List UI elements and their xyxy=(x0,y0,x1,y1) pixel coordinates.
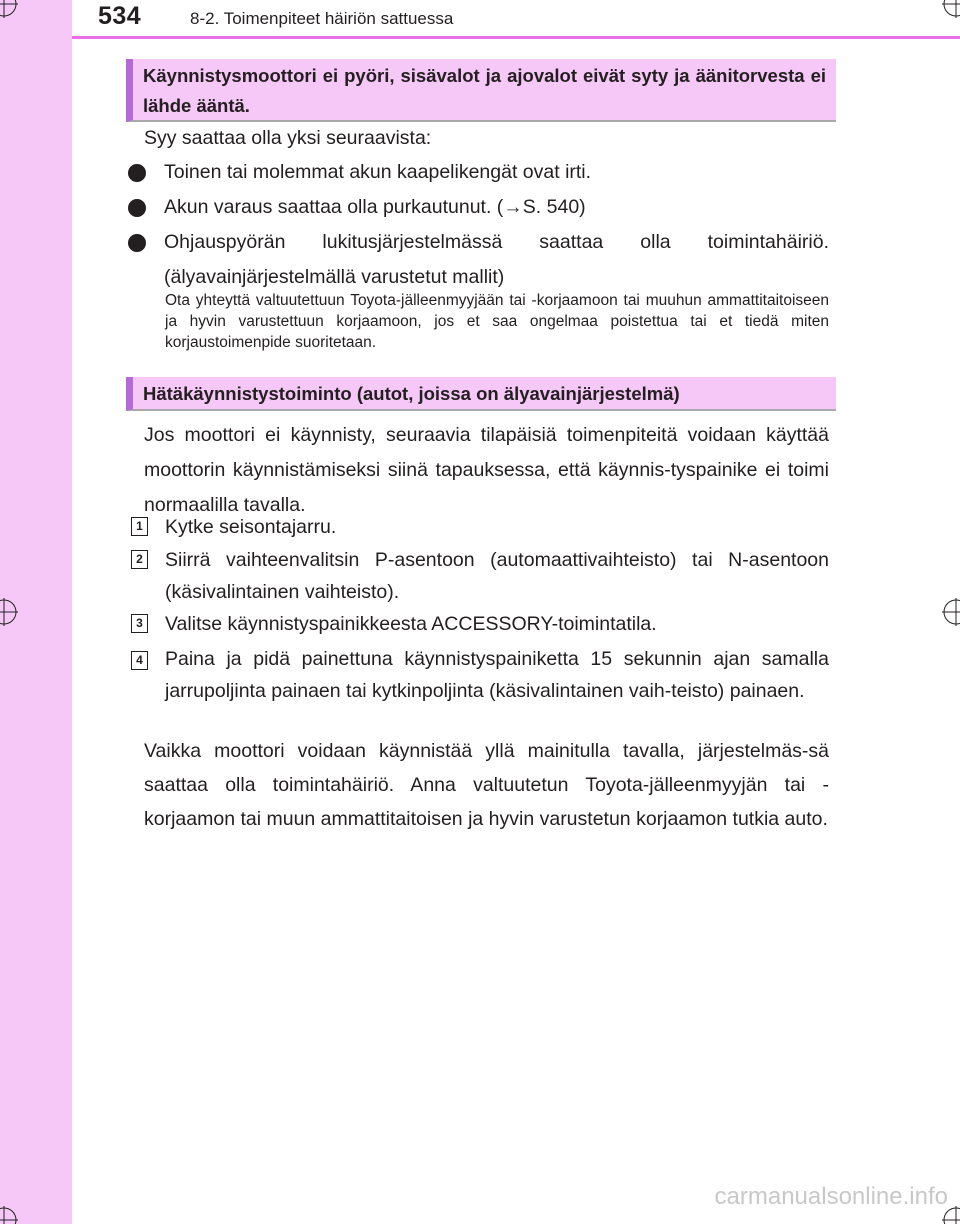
step-text: Paina ja pidä painettuna käynnistyspainiketta 15 sekunnin ajan samalla jarrupoljinta painaen tai kytkinpoljinta (käsivalintainen vaih-teisto) painaen. xyxy=(165,648,829,702)
header-rule xyxy=(72,36,960,39)
crop-mark-icon xyxy=(932,598,960,626)
emergency-intro: Jos moottori ei käynnisty, seuraavia tilapäisiä toimenpiteitä voidaan käyttää moottorin käynnistämiseksi siinä tapauksessa, että käynnis-tyspainike ei toimi normaalilla tavalla. xyxy=(144,424,829,516)
step-number-badge: 4 xyxy=(131,651,148,670)
crop-mark-icon xyxy=(0,1196,28,1224)
crop-mark-icon xyxy=(932,0,960,28)
bullet-icon xyxy=(128,199,146,217)
closing-paragraph: Vaikka moottori voidaan käynnistää yllä mainitulla tavalla, järjestelmäs-sä saattaa olla toimintahäiriö. Anna valtuutetun Toyota-jälleenmyyjän tai -korjaamon tai muun ammattitaitoisen ja hyvin varustetun korjaamon tutkia auto. xyxy=(144,740,829,830)
watermark: carmanualsonline.info xyxy=(714,1183,948,1210)
list-item xyxy=(128,155,829,190)
section-title: 8-2. Toimenpiteet häiriön sattuessa xyxy=(190,9,454,28)
list-item xyxy=(128,225,829,295)
bullet-text: Ohjauspyörän lukitusjärjestelmässä saattaa olla toimintahäiriö. (älyavainjärjestelmällä varustetut mallit) xyxy=(164,231,829,288)
step-number-badge: 3 xyxy=(131,614,148,633)
bullet-icon xyxy=(128,234,146,252)
bullet-text: Akun varaus saattaa olla purkautunut. (→S. 540) xyxy=(164,196,586,218)
crop-mark-icon xyxy=(0,0,28,28)
step-number-badge: 1 xyxy=(131,517,148,536)
step-text: Siirrä vaihteenvalitsin P-asentoon (automaattivaihteisto) tai N-asentoon (käsivalintainen vaihteisto). xyxy=(165,549,829,603)
heading-starter-not-cranking: Käynnistysmoottori ei pyöri, sisävalot ja ajovalot eivät syty ja äänitorvesta ei lähde ääntä. xyxy=(126,59,836,122)
cause-intro: Syy saattaa olla yksi seuraavista: xyxy=(144,127,432,149)
page-number: 534 xyxy=(98,2,142,30)
bullet-icon xyxy=(128,164,146,182)
service-note: Ota yhteyttä valtuutettuun Toyota-jälleenmyyjään tai -korjaamoon tai muuhun ammattitaitoiseen ja hyvin varustettuun korjaamoon, jos et saa ongelmaa poistettua tai et tiedä miten korjaustoimenpide suoritetaan. xyxy=(165,292,829,351)
step-number-badge: 2 xyxy=(131,550,148,569)
step-text: Kytke seisontajarru. xyxy=(165,516,337,538)
crop-mark-icon xyxy=(0,598,28,626)
heading-emergency-start: Hätäkäynnistystoiminto (autot, joissa on älyavainjärjestelmä) xyxy=(126,377,836,411)
bullet-text: Toinen tai molemmat akun kaapelikengät ovat irti. xyxy=(164,161,592,183)
list-item xyxy=(128,190,829,225)
step-text: Valitse käynnistyspainikkeesta ACCESSORY-toimintatila. xyxy=(165,613,657,635)
